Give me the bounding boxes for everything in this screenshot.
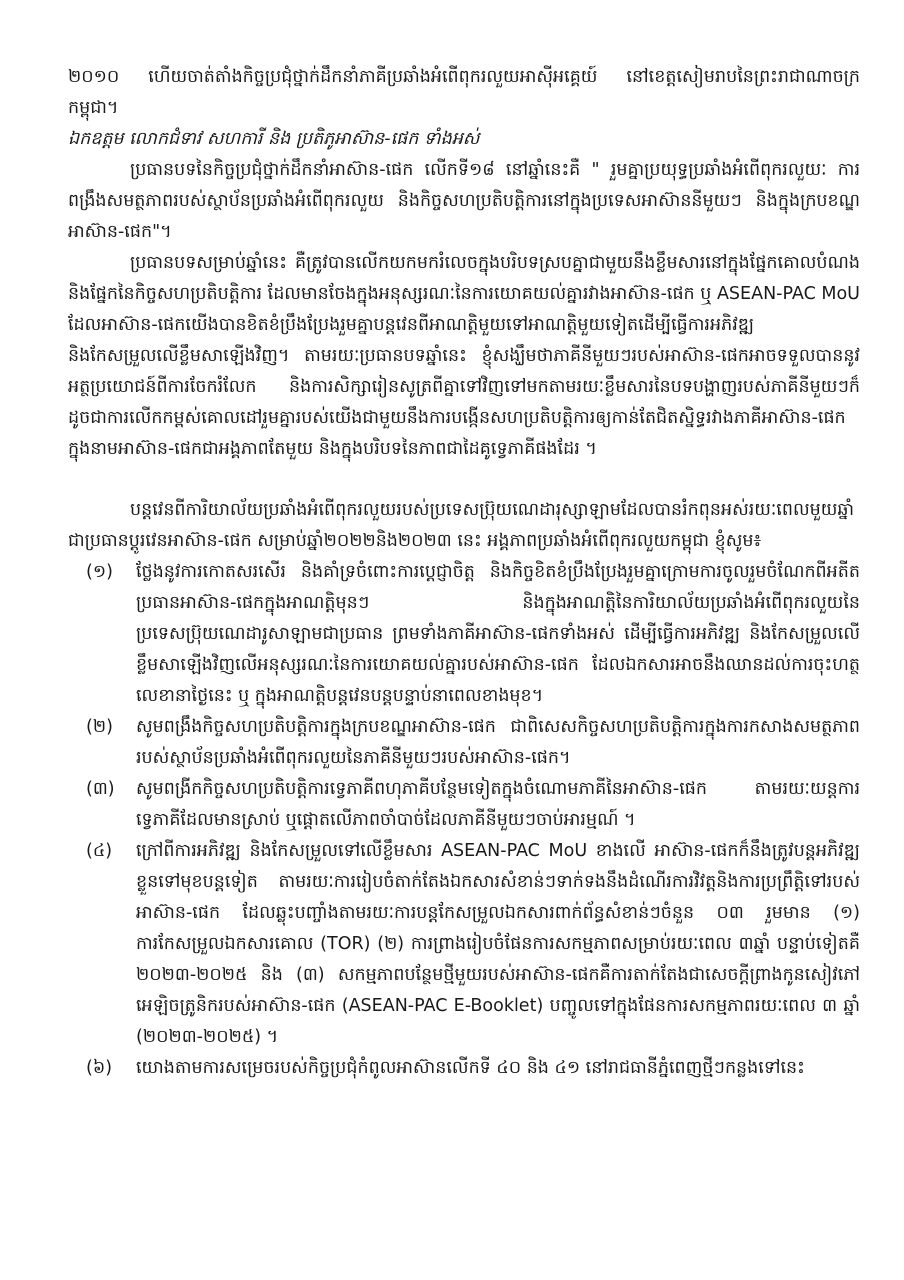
- list-item: [86, 836, 860, 1053]
- paragraph-spacer: [68, 465, 860, 495]
- paragraph-theme-context: ប្រធានបទសម្រាប់ឆ្នាំនេះ គឺត្រូវបានលើកយកមករំលេចក្នុងបរិបទស្របគ្នាជាមួយនឹងខ្លឹមសារនៅក្នុងផ្នែកគោលបំណង និងផ្នែកនៃកិច្ចសហប្រតិបត្តិការ ដែលមានចែងក្នុងអនុស្សរណៈនៃការយោគយល់គ្នារវាងអាស៊ាន-ផេក ឬ ASEAN-PAC MoU ដែលអាស៊ាន-ផេកយើងបានខិតខំប្រឹងប្រែងរួមគ្នាបន្តវេនពីអាណត្តិមួយទៅអាណត្តិមួយទៀតដើម្បីធ្វើការអភិវឌ្ឍ និងកែសម្រួលលើខ្លឹមសាឡើងវិញ។ តាមរយៈប្រធានបទឆ្នាំនេះ ខ្ញុំសង្ឃឹមថាភាគីនីមួយៗរបស់អាស៊ាន-ផេកអាចទទួលបាននូវអត្ថប្រយោជន៍ពីការចែករំលែក និងការសិក្សារៀនសូត្រពីគ្នាទៅវិញទៅមកតាមរយៈខ្លឹមសារនៃបទបង្ហាញរបស់ភាគីនីមួយៗក៏ដូចជាការលើកកម្ពស់គោលដៅរួមគ្នារបស់យើងជាមួយនឹងការបង្កើនសហប្រតិបត្តិការឲ្យកាន់តែជិតស្និទ្ធរវាងភាគីអាស៊ាន-ផេក ក្នុងនាមអាស៊ាន-ផេកជាអង្គភាពតែមួយ និងក្នុងបរិបទនៃភាពជាដៃគូទ្វេភាគីផងដែរ ។: [68, 253, 860, 459]
- list-item-text: ថ្លែងនូវការកោតសរសើរ និងគាំទ្រចំពោះការប្តេជ្ញាចិត្ត និងកិច្ចខិតខំប្រឹងប្រែងរួមគ្នាក្រោមការចូលរួមចំណែកពីអតីតប្រធានអាស៊ាន-ផេកក្នុងអាណត្តិមុនៗ និងក្នុងអាណត្តិនៃការិយាល័យប្រឆាំងអំពើពុករលួយនៃប្រទេសប្រ៊ុយណេដារូសាឡាមជាប្រធាន ព្រមទាំងភាគីអាស៊ាន-ផេកទាំងអស់ ដើម្បីធ្វើការអភិវឌ្ឍ និងកែសម្រួលលើខ្លឹមសាឡើងវិញលើអនុស្សរណៈនៃការយោគយល់គ្នារបស់អាស៊ាន-ផេក ដែលឯកសារអាចនឹងឈានដល់ការចុះហត្ថលេខានាថ្ងៃនេះ ឬ ក្នុងអាណត្តិបន្តវេនបន្តបន្ទាប់នាពេលខាងមុខ។: [136, 562, 860, 706]
- list-item: [86, 712, 860, 774]
- list-item-text: យោងតាមការសម្រេចរបស់កិច្ចប្រជុំកំពូលអាស៊ានលើកទី ៤០ និង ៤១ នៅរាជធានីភ្នំពេញថ្មីៗកន្លងទៅនេះ: [136, 1058, 805, 1078]
- list-item-number: (៦): [86, 1058, 113, 1078]
- salutation: ឯកឧត្តម លោកជំទាវ សហការី និង ប្រតិភូអាស៊ាន-ផេក ទាំងអស់: [68, 129, 480, 149]
- list-item-number: (១): [86, 562, 113, 582]
- list-item-text: ក្រៅពីការអភិវឌ្ឍ និងកែសម្រួលទៅលើខ្លឹមសារ ASEAN-PAC MoU ខាងលើ អាស៊ាន-ផេកក៏នឹងត្រូវបន្តអភិវឌ្ឍខ្លួនទៅមុខបន្តទៀត តាមរយៈការរៀបចំតាក់តែងឯកសារសំខាន់ៗទាក់ទងនឹងដំណើរការវិវត្តនិងការប្រព្រឹត្តិទៅរបស់អាស៊ាន-ផេក ដែលឆ្លុះបញ្ចាំងតាមរយៈការបន្តកែសម្រួលឯកសារពាក់ព័ន្ធសំខាន់ៗចំនួន ០៣ រួមមាន (១) ការកែសម្រួលឯកសារគោល (TOR) (២) ការព្រាងរៀបចំផែនការសកម្មភាពសម្រាប់រយៈពេល ៣ឆ្នាំ បន្ទាប់ទៀតគឺ ២០២៣-២០២៥ និង (៣) សកម្មភាពបន្ថែមថ្មីមួយរបស់អាស៊ាន-ផេកគឺការតាក់តែងជាសេចក្តីព្រាងកូនសៀវភៅអេឡិចត្រូនិករបស់អាស៊ាន-ផេក (ASEAN-PAC E-Booklet) បញ្ចូលទៅក្នុងផែនការសកម្មភាពរយៈពេល ៣ ឆ្នាំ (២០២៣-២០២៥) ។: [136, 841, 860, 1047]
- list-item-text: សូមពង្រឹងកិច្ចសហប្រតិបត្តិការក្នុងក្របខណ្ឌអាស៊ាន-ផេក ជាពិសេសកិច្ចសហប្រតិបត្តិការក្នុងការកសាងសមត្ថភាពរបស់ស្ថាប័នប្រឆាំងអំពើពុករលួយនៃភាគីនីមួយៗរបស់អាស៊ាន-ផេក។: [136, 717, 860, 768]
- list-item-number: (៣): [86, 779, 115, 799]
- numbered-list: [68, 557, 860, 1084]
- list-item: [86, 774, 860, 836]
- list-item: [86, 557, 860, 712]
- list-item-text: សូមពង្រីកកិច្ចសហប្រតិបត្តិការទ្វេភាគីពហុភាគីបន្ថែមទៀតក្នុងចំណោមភាគីនៃអាស៊ាន-ផេក តាមរយៈយន្តការទ្វេភាគីដែលមានស្រាប់ ឬផ្តោតលើភាពចាំបាច់ដែលភាគីនីមួយៗចាប់អារម្មណ៍ ។: [136, 779, 860, 830]
- paragraph-theme: ប្រធានបទនៃកិច្ចប្រជុំថ្នាក់ដឹកនាំអាស៊ាន-ផេក លើកទី១៨ នៅឆ្នាំនេះគឺ " រួមគ្នាប្រយុទ្ធប្រឆាំងអំពើពុករលួយៈ ការពង្រឹងសមត្ថភាពរបស់ស្ថាប័នប្រឆាំងអំពើពុករលួយ និងកិច្ចសហប្រតិបត្តិការនៅក្នុងប្រទេសអាស៊ាននីមួយៗ និងក្នុងក្របខណ្ឌអាស៊ាន-ផេក"។: [68, 160, 860, 242]
- paragraph-handover: បន្តវេនពីការិយាល័យប្រឆាំងអំពើពុករលួយរបស់ប្រទេសប្រ៊ុយណេដារុស្សាឡាមដែលបានរំកពុនអស់រយៈពេលមួយឆ្នាំជាប្រធានប្តូរវេនអាស៊ាន-ផេក សម្រាប់ឆ្នាំ២០២២និង២០២៣ នេះ អង្គភាពប្រឆាំងអំពើពុករលួយកម្ពុជា ខ្ញុំសូម៖: [68, 500, 855, 551]
- paragraph-1: ២០១០ ហើយចាត់តាំងកិច្ចប្រជុំថ្នាក់ដឹកនាំភាគីប្រឆាំងអំពើពុករលួយអាស៊ីអគ្គេយ៍ នៅខេត្តសៀមរាបនៃព្រះរាជាណាចក្រកម្ពុជា។: [68, 67, 860, 118]
- list-item-number: (២): [86, 717, 113, 737]
- list-item: [86, 1053, 860, 1084]
- list-item-number: (៤): [86, 841, 113, 861]
